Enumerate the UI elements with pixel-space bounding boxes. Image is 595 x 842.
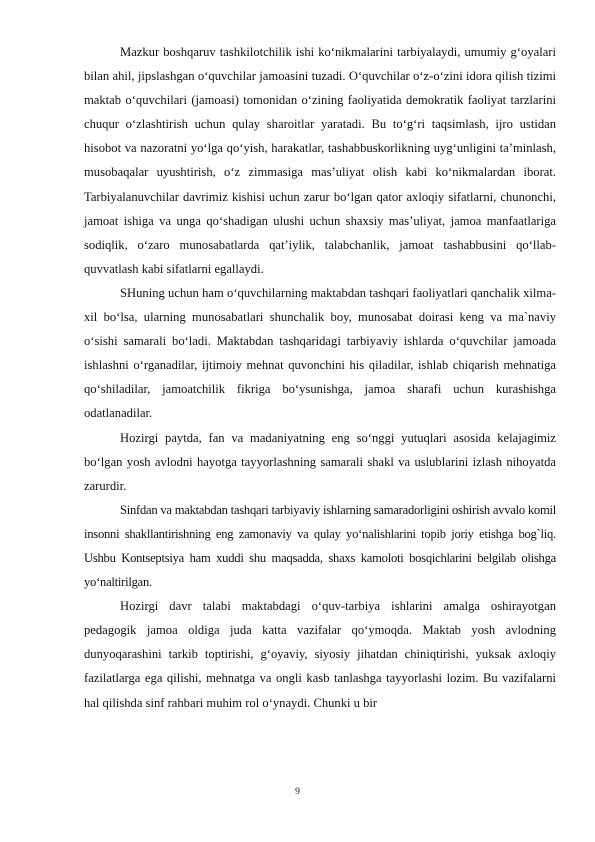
- page-number: 9: [295, 787, 300, 797]
- document-body: [84, 40, 556, 715]
- paragraph-5: Hozirgi davr talabi maktabdagi o‘quv-tarbiya ishlarini amalga oshirayotgan pedagogik jamoa oldiga juda katta vazifalar qo‘ymoqda. Maktab yosh avlodning dunyoqarashini tarkib toptirishi, g‘oyaviy, siyosiy jihatdan chiniqtirishi, yuksak axloqiy fazilatlarga ega qilishi, mehnatga va ongli kasb tanlashga tayyorlashi lozim. Bu vazifalarni hal qilishda sinf rahbari muhim rol o‘ynaydi. Chunki u bir: [84, 599, 556, 710]
- paragraph-2: SHuning uchun ham o‘quvchilarning maktabdan tashqari faoliyatlari qanchalik xilma-xil bo‘lsa, ularning munosabatlari shunchalik boy, munosabat doirasi keng va ma`naviy o‘sishi samarali bo‘ladi. Maktabdan tashqaridagi tarbiyaviy ishlarda o‘quvchilar jamoada ishlashni o‘rganadilar, ijtimoiy mehnat quvonchini his qiladilar, ishlab chiqarish mehnatiga qo‘shiladilar, jamoatchilik fikriga bo‘ysunishga, jamoa sharafi uchun kurashishga odatlanadilar.: [84, 285, 556, 421]
- paragraph-4: Sinfdan va maktabdan tashqari tarbiyaviy ishlarning samaradorligini oshirish avvalo komil insonni shakllantirishning eng zamonaviy va qulay yo‘nalishlarini topib joriy etishga bog`liq. Ushbu Kontseptsiya ham xuddi shu maqsadda, shaxs kamoloti bosqichlarini belgilab olishga yo‘naltirilgan.: [84, 502, 556, 590]
- paragraph-3: Hozirgi paytda, fan va madaniyatning eng so‘nggi yutuqlari asosida kelajagimiz bo‘lgan yosh avlodni hayotga tayyorlashning samarali shakl va uslublarini izlash nihoyatda zarurdir.: [84, 430, 556, 493]
- paragraph-1: Mazkur boshqaruv tashkilotchilik ishi ko‘nikmalarini tarbiyalaydi, umumiy g‘oyalari bilan ahil, jipslashgan o‘quvchilar jamoasini tuzadi. O‘quvchilar o‘z-o‘zini idora qilish tizimi maktab o‘quvchilari (jamoasi) tomonidan o‘zining faoliyatida demokratik faoliyat tarzlarini chuqur o‘zlashtirish uchun qulay sharoitlar yaratadi. Bu to‘g‘ri taqsimlash, ijro ustidan hisobot va nazoratni yo‘lga qo‘yish, harakatlar, tashabbuskorlikning uyg‘unligini ta’minlash, musobaqalar uyushtirish, o‘z zimmasiga mas’uliyat olish kabi ko‘nikmalardan iborat. Tarbiyalanuvchilar davrimiz kishisi uchun zarur bo‘lgan qator axloqiy sifatlarni, chunonchi, jamoat ishiga va unga qo‘shadigan ulushi uchun shaxsiy mas’uliyat, jamoa manfaatlariga sodiqlik, o‘zaro munosabatlarda qat’iylik, talabchanlik, jamoat tashabbusini qo‘llab-quvvatlash kabi sifatlarni egallaydi.: [84, 45, 556, 276]
